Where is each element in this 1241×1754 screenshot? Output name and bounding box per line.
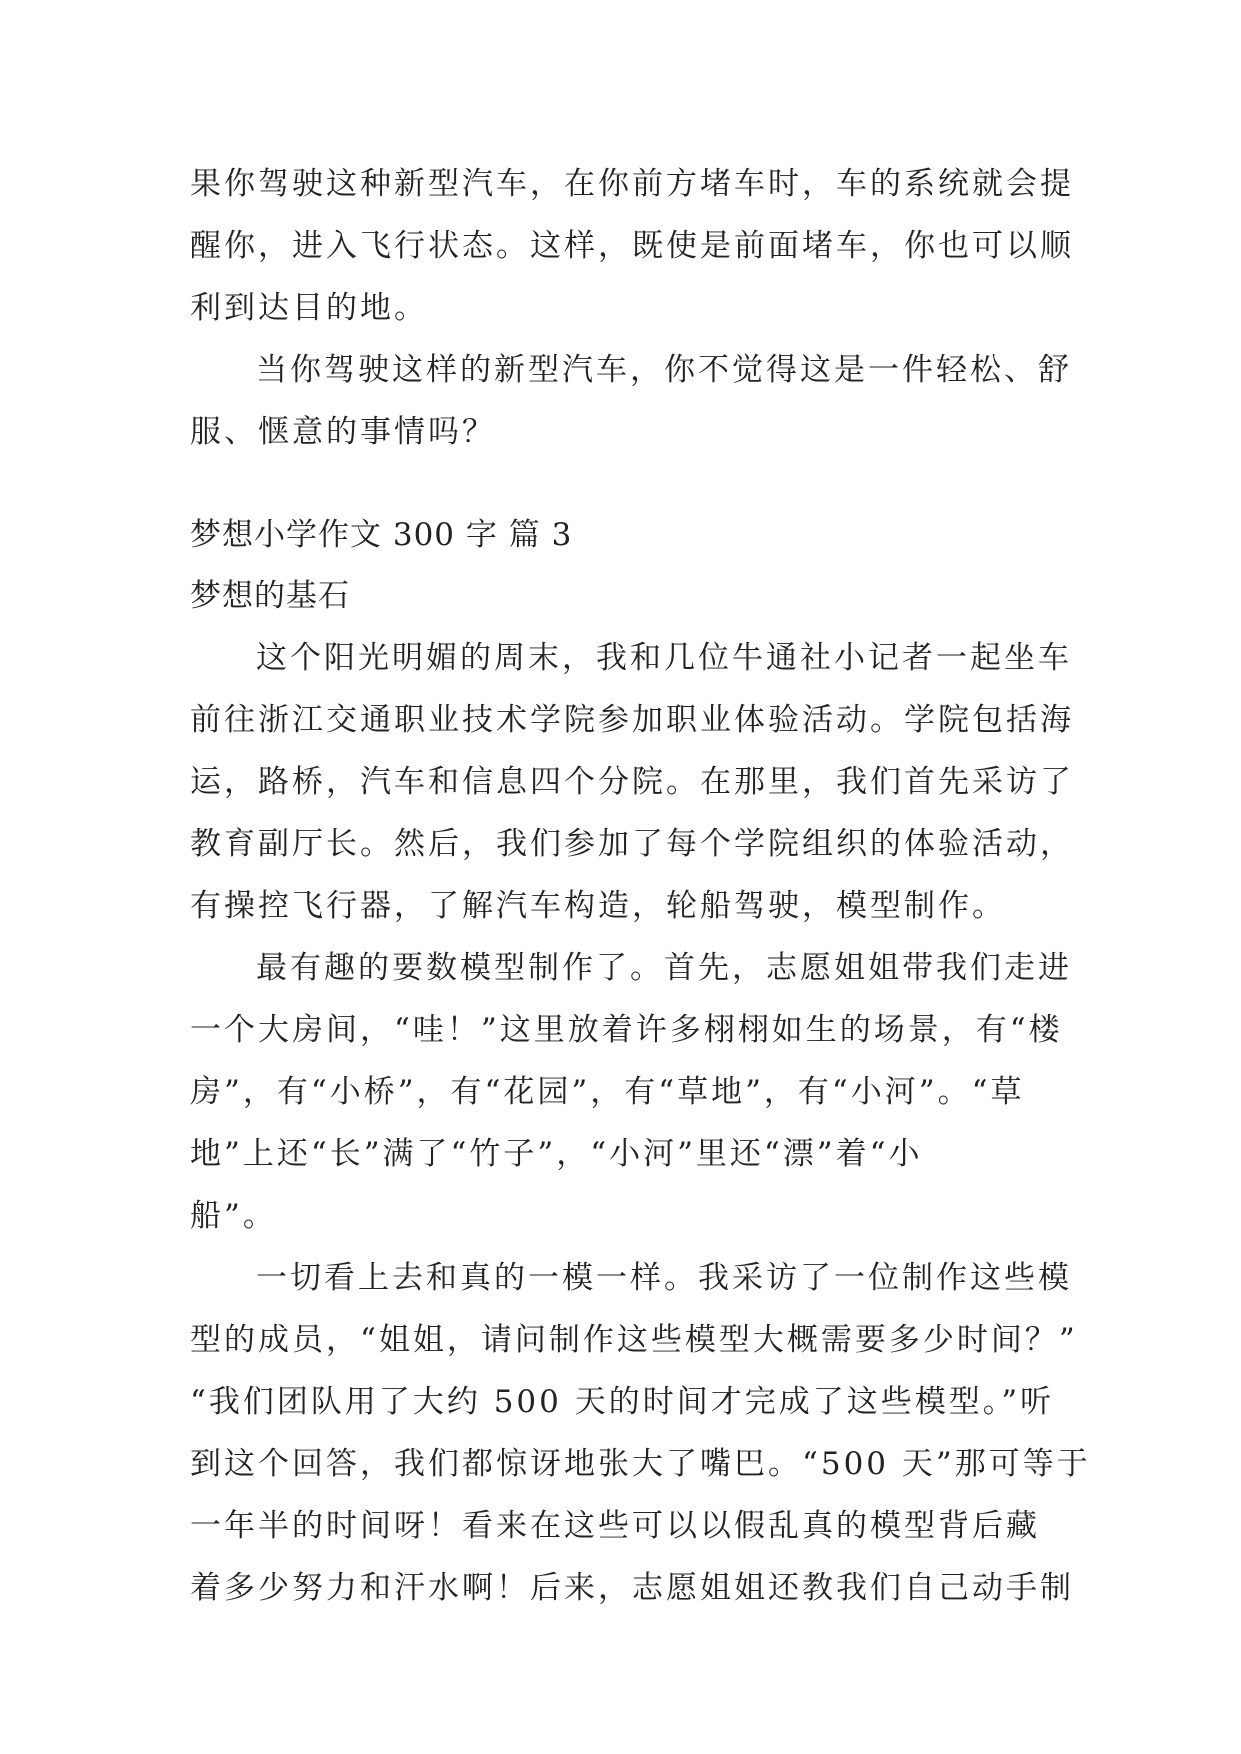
paragraph-line: 有操控飞行器，了解汽车构造，轮船驾驶，模型制作。 [190,888,1006,924]
paragraph-line: 地”上还“长”满了“竹子”，“小河”里还“漂”着“小 [190,1136,923,1172]
paragraph-line: 到这个回答，我们都惊讶地张大了嘴巴。“500 天”那可等于 [190,1446,1091,1482]
paragraph-line: 这个阳光明媚的周末，我和几位牛通社小记者一起坐车 [256,640,1072,676]
paragraph-line: 房”，有“小桥”，有“花园”，有“草地”，有“小河”。“草 [190,1074,1025,1110]
paragraph-line: 一个大房间，“哇！”这里放着许多栩栩如生的场景，有“楼 [190,1012,1063,1048]
section-heading: 梦想小学作文 300 字 篇 3 [190,517,573,553]
paragraph-line: 当你驾驶这样的新型汽车，你不觉得这是一件轻松、舒 [256,352,1072,388]
paragraph-line: 型的成员，“姐姐，请问制作这些模型大概需要多少时间？” [190,1322,1078,1358]
paragraph-line: 利到达目的地。 [190,290,428,326]
essay-title: 梦想的基石 [190,578,350,614]
paragraph-line: “我们团队用了大约 500 天的时间才完成了这些模型。”听 [190,1384,1055,1420]
paragraph-line: 着多少努力和汗水啊！后来，志愿姐姐还教我们自己动手制 [190,1570,1074,1606]
paragraph-line: 醒你，进入飞行状态。这样，既使是前面堵车，你也可以顺 [190,228,1074,264]
paragraph-line: 最有趣的要数模型制作了。首先，志愿姐姐带我们走进 [256,950,1072,986]
paragraph-line: 果你驾驶这种新型汽车，在你前方堵车时，车的系统就会提 [190,166,1074,202]
paragraph-line: 教育副厅长。然后，我们参加了每个学院组织的体验活动， [190,826,1074,862]
paragraph-line: 服、惬意的事情吗？ [190,414,496,450]
paragraph-line: 一年半的时间呀！看来在这些可以以假乱真的模型背后藏 [190,1508,1040,1544]
paragraph-line: 船”。 [190,1198,277,1234]
paragraph-line: 前往浙江交通职业技术学院参加职业体验活动。学院包括海 [190,702,1074,738]
paragraph-line: 一切看上去和真的一模一样。我采访了一位制作这些模 [256,1260,1072,1296]
paragraph-line: 运，路桥，汽车和信息四个分院。在那里，我们首先采访了 [190,764,1074,800]
